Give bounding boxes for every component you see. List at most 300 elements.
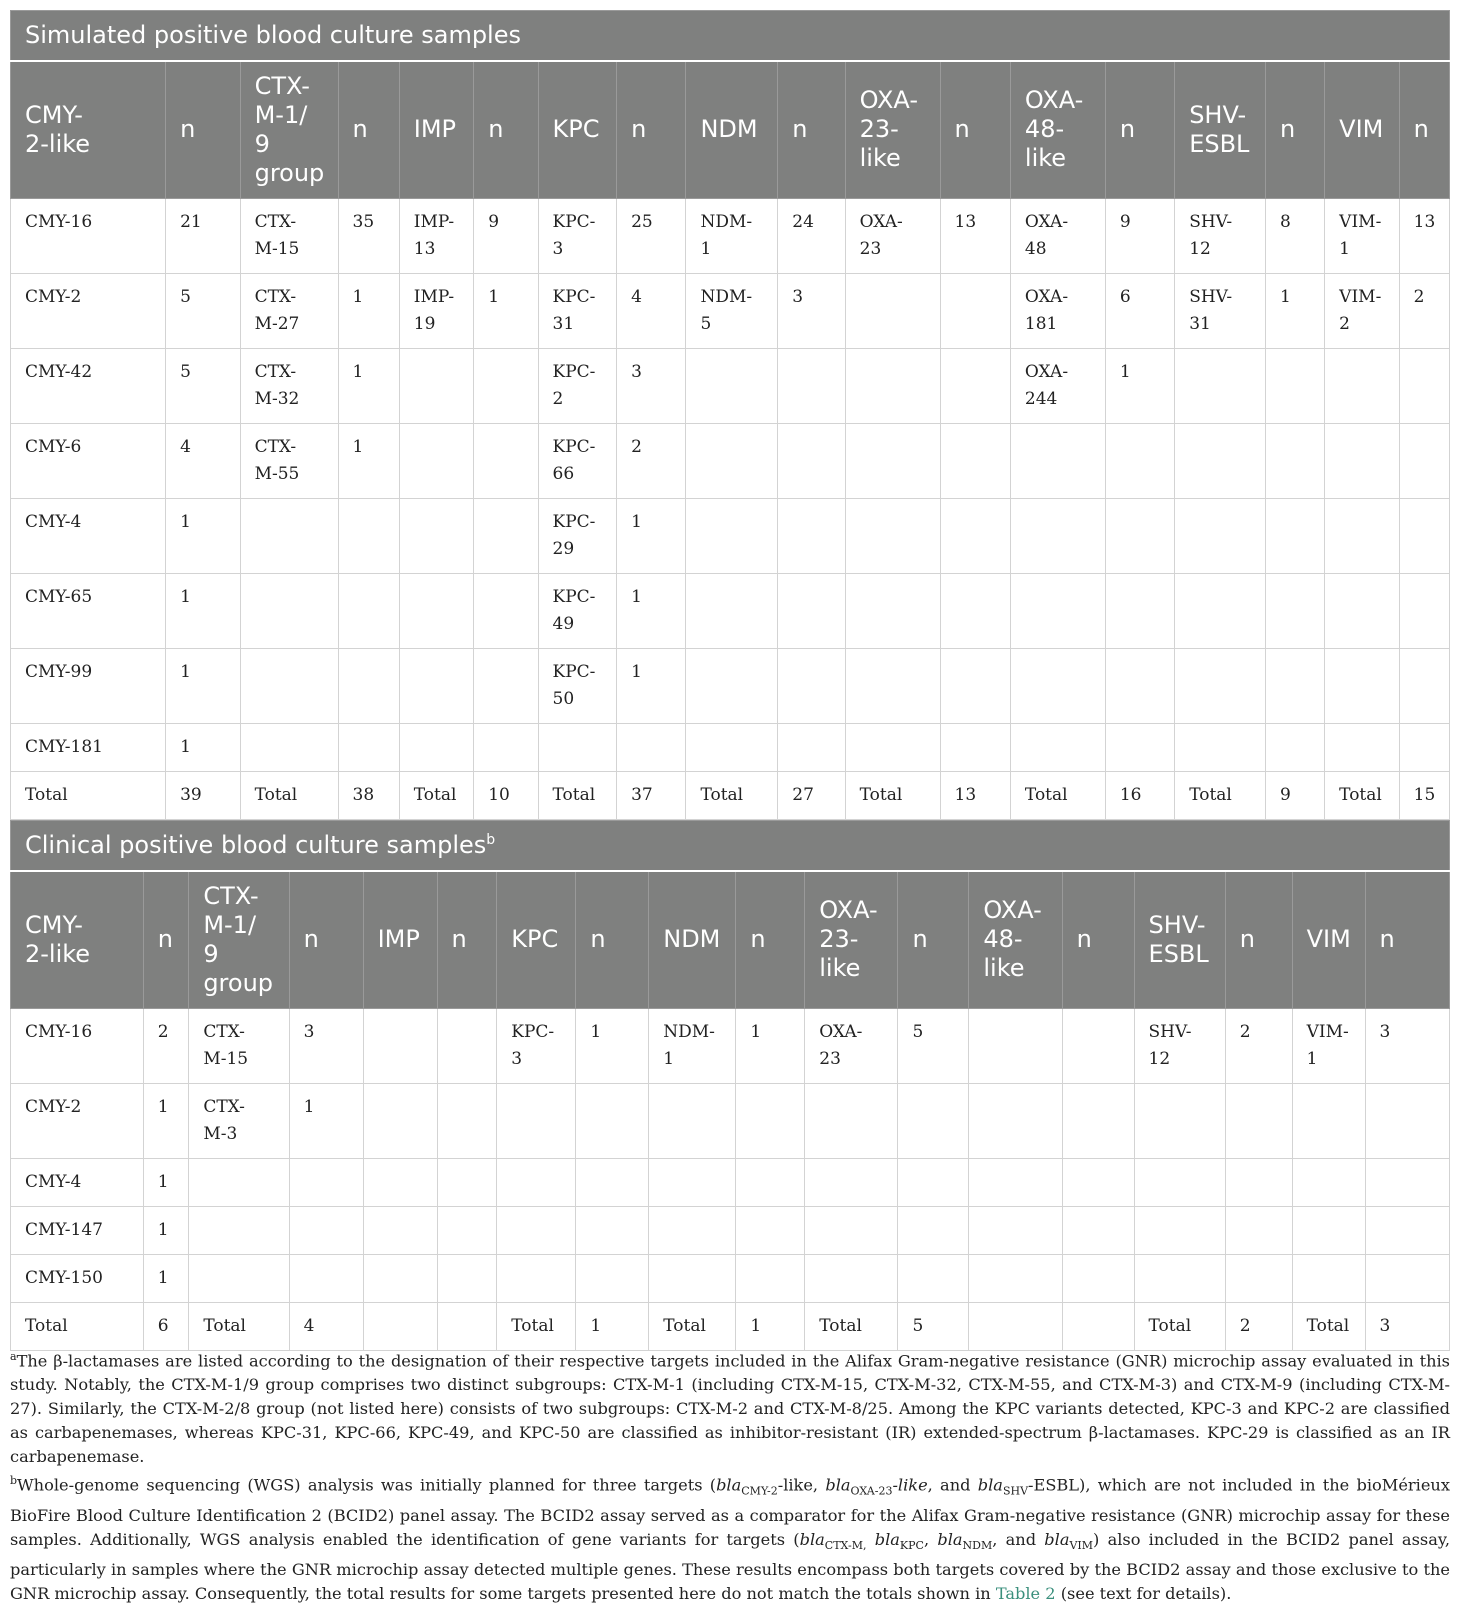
table-cell: 1 — [474, 274, 538, 349]
table-row — [11, 199, 1450, 274]
table-cell — [736, 1207, 805, 1255]
table-cell — [1225, 1207, 1292, 1255]
table-cell — [845, 649, 940, 724]
table-cell — [1292, 1084, 1365, 1159]
table-cell: 1 — [143, 1207, 189, 1255]
table-clinical — [10, 820, 1450, 1351]
table-cell — [1134, 1255, 1225, 1303]
gene-prefix: bla — [716, 1475, 742, 1495]
table-cell: 4 — [166, 424, 240, 499]
table-cell: KPC- 49 — [538, 574, 617, 649]
table-cell — [1399, 649, 1449, 724]
table-cell — [649, 1255, 736, 1303]
table-cell: CTX- M-15 — [189, 1009, 289, 1084]
column-header: n — [576, 871, 649, 1009]
table-cell — [969, 1009, 1062, 1084]
table-cell: 5 — [898, 1303, 969, 1351]
table-cell: 3 — [1365, 1303, 1449, 1351]
table-cell — [1062, 1084, 1134, 1159]
table-cell: 1 — [143, 1084, 189, 1159]
column-header: CMY- 2-like — [11, 871, 144, 1009]
table-cell: 1 — [617, 649, 686, 724]
footnote-text: -ESBL), which are not included in the bioMérieux BioFire Blood Culture Identification 2 (BCID2) panel assay. The BCID2 assay served as a comparator for the Alifax Gram-negative resistance (GNR) microchip assay for these samples. Additionally, WGS analysis enabled the identification of gene variants for targets ( — [10, 1475, 1450, 1550]
table-cell — [1134, 1159, 1225, 1207]
table-cell — [845, 499, 940, 574]
table-cell — [538, 724, 617, 772]
table-cell: 1 — [617, 499, 686, 574]
table-cell: 2 — [1225, 1009, 1292, 1084]
table-cell: KPC- 29 — [538, 499, 617, 574]
table-row — [11, 1303, 1450, 1351]
gene-prefix: bla — [874, 1530, 900, 1550]
table-cell — [437, 1159, 497, 1207]
table-cell: 5 — [166, 274, 240, 349]
column-header: IMP — [363, 871, 437, 1009]
table-cell: SHV- 31 — [1175, 274, 1266, 349]
table-cell — [1399, 499, 1449, 574]
table-cell — [474, 349, 538, 424]
footnote-text: -like — [892, 1475, 928, 1495]
table-cell: CTX- M-27 — [240, 274, 338, 349]
table-cell: 3 — [1365, 1009, 1449, 1084]
table-cell — [969, 1159, 1062, 1207]
table-cell — [686, 574, 778, 649]
table-cell — [437, 1255, 497, 1303]
table-cell: 16 — [1105, 772, 1174, 820]
table-cell: OXA- 181 — [1010, 274, 1105, 349]
table-cell — [1365, 1084, 1449, 1159]
footnote-marker: b — [10, 1474, 18, 1488]
table-2-link[interactable]: Table 2 — [995, 1584, 1056, 1604]
table-cell — [1399, 349, 1449, 424]
table-row — [11, 274, 1450, 349]
table-cell: Total — [1010, 772, 1105, 820]
table-cell: CTX- M-15 — [240, 199, 338, 274]
gene-subscript: CTX-M, — [824, 1539, 867, 1553]
table-cell — [1325, 424, 1399, 499]
table-cell — [1266, 649, 1325, 724]
table-cell: SHV- 12 — [1134, 1009, 1225, 1084]
table-cell — [1105, 724, 1174, 772]
table-cell: 9 — [474, 199, 538, 274]
table-cell — [686, 349, 778, 424]
table-cell — [969, 1084, 1062, 1159]
table-cell — [189, 1159, 289, 1207]
table-cell — [1266, 424, 1325, 499]
table-cell: 39 — [166, 772, 240, 820]
table-cell: NDM- 1 — [649, 1009, 736, 1084]
table-cell — [363, 1159, 437, 1207]
table-cell: CMY-150 — [11, 1255, 144, 1303]
table-cell: 1 — [338, 274, 399, 349]
table-cell — [1010, 424, 1105, 499]
column-header: CMY- 2-like — [11, 61, 166, 199]
table-cell: NDM- 5 — [686, 274, 778, 349]
table-cell — [1225, 1255, 1292, 1303]
table-cell — [576, 1207, 649, 1255]
table-cell — [1325, 649, 1399, 724]
table-cell — [940, 274, 1010, 349]
table-cell: 6 — [143, 1303, 189, 1351]
table-body-simulated — [11, 199, 1450, 820]
table-cell — [1292, 1159, 1365, 1207]
table-cell: 21 — [166, 199, 240, 274]
table-cell — [1010, 649, 1105, 724]
table-row — [11, 724, 1450, 772]
column-header: KPC — [497, 871, 576, 1009]
section-title-clinical — [11, 821, 1450, 871]
column-header: n — [898, 871, 969, 1009]
column-header: CTX- M-1/ 9 group — [240, 61, 338, 199]
table-cell: VIM- 1 — [1292, 1009, 1365, 1084]
table-cell — [940, 574, 1010, 649]
gene-subscript: NDM — [962, 1539, 993, 1553]
table-cell: CMY-6 — [11, 424, 166, 499]
table-cell — [240, 499, 338, 574]
table-cell — [805, 1255, 898, 1303]
table-cell: 9 — [1266, 772, 1325, 820]
table-cell: 1 — [166, 574, 240, 649]
table-cell — [1266, 574, 1325, 649]
table-cell — [1062, 1009, 1134, 1084]
table-cell: OXA- 48 — [1010, 199, 1105, 274]
table-cell — [1225, 1084, 1292, 1159]
table-cell — [289, 1159, 363, 1207]
table-cell — [940, 349, 1010, 424]
column-header: n — [736, 871, 805, 1009]
table-cell: 38 — [338, 772, 399, 820]
table-cell — [1266, 499, 1325, 574]
table-cell — [940, 424, 1010, 499]
table-cell — [845, 724, 940, 772]
footnote-text: Whole-genome sequencing (WGS) analysis was initially planned for three targets ( — [17, 1475, 717, 1495]
column-header: CTX- M-1/ 9 group — [189, 871, 289, 1009]
table-cell — [1399, 724, 1449, 772]
table-cell: 1 — [1266, 274, 1325, 349]
table-cell: KPC- 31 — [538, 274, 617, 349]
table-cell — [778, 349, 845, 424]
table-cell — [969, 1255, 1062, 1303]
footnotes — [10, 1345, 1450, 1606]
gene-subscript: OXA-23 — [850, 1485, 893, 1499]
table-cell — [649, 1159, 736, 1207]
gene-subscript: SHV — [1002, 1485, 1029, 1499]
column-header: n — [1105, 61, 1174, 199]
table-row — [11, 574, 1450, 649]
column-header: OXA- 48- like — [969, 871, 1062, 1009]
table-cell: Total — [686, 772, 778, 820]
column-header: n — [617, 61, 686, 199]
column-header: n — [1399, 61, 1449, 199]
table-cell — [778, 574, 845, 649]
table-cell: CMY-16 — [11, 1009, 144, 1084]
column-header: OXA- 48- like — [1010, 61, 1105, 199]
section-title-simulated: Simulated positive blood culture samples — [11, 11, 1450, 61]
table-cell — [399, 424, 473, 499]
table-cell — [576, 1159, 649, 1207]
gene-subscript: VIM — [1069, 1539, 1094, 1553]
table-cell — [474, 424, 538, 499]
table-cell — [363, 1084, 437, 1159]
table-cell — [898, 1159, 969, 1207]
table-cell — [649, 1207, 736, 1255]
table-cell — [437, 1009, 497, 1084]
table-cell: 3 — [778, 274, 845, 349]
table-cell: 2 — [1399, 274, 1449, 349]
column-header: n — [940, 61, 1010, 199]
footnote-text: , and — [992, 1530, 1045, 1550]
table-cell — [845, 424, 940, 499]
table-cell — [1365, 1255, 1449, 1303]
table-cell: 1 — [289, 1084, 363, 1159]
table-cell: 1 — [338, 424, 399, 499]
column-header: n — [289, 871, 363, 1009]
table-cell — [898, 1084, 969, 1159]
table-cell: Total — [189, 1303, 289, 1351]
column-header: n — [1225, 871, 1292, 1009]
table-cell — [289, 1255, 363, 1303]
table-cell — [399, 574, 473, 649]
table-cell: 35 — [338, 199, 399, 274]
table-cell: 1 — [143, 1255, 189, 1303]
table-row — [11, 1009, 1450, 1084]
table-cell: Total — [805, 1303, 898, 1351]
table-cell — [338, 724, 399, 772]
header-row — [11, 871, 1450, 1009]
table-cell: Total — [497, 1303, 576, 1351]
table-cell: SHV- 12 — [1175, 199, 1266, 274]
table-cell — [363, 1009, 437, 1084]
table-cell — [1266, 724, 1325, 772]
table-row — [11, 1207, 1450, 1255]
footnote-a — [10, 1345, 1450, 1469]
table-cell — [1105, 499, 1174, 574]
table-cell — [338, 499, 399, 574]
table-cell — [1175, 724, 1266, 772]
table-cell — [1399, 574, 1449, 649]
table-row — [11, 1084, 1450, 1159]
table-container — [10, 10, 1450, 1351]
table-cell: Total — [1325, 772, 1399, 820]
table-cell: Total — [11, 772, 166, 820]
table-cell: 8 — [1266, 199, 1325, 274]
table-cell — [1399, 424, 1449, 499]
table-cell — [805, 1084, 898, 1159]
table-cell — [437, 1303, 497, 1351]
footnote-b — [10, 1469, 1450, 1606]
table-cell — [1175, 649, 1266, 724]
gene-prefix: bla — [1044, 1530, 1070, 1550]
gene-subscript: KPC — [899, 1539, 924, 1553]
table-cell: Total — [399, 772, 473, 820]
table-row — [11, 424, 1450, 499]
column-header: n — [437, 871, 497, 1009]
table-cell — [1062, 1207, 1134, 1255]
table-cell — [1292, 1207, 1365, 1255]
table-cell: CMY-16 — [11, 199, 166, 274]
table-cell — [1365, 1159, 1449, 1207]
column-header: n — [778, 61, 845, 199]
table-cell: CMY-147 — [11, 1207, 144, 1255]
table-cell: 9 — [1105, 199, 1174, 274]
footnote-text: , — [923, 1530, 938, 1550]
table-cell: KPC- 2 — [538, 349, 617, 424]
table-cell — [1325, 574, 1399, 649]
table-cell — [778, 649, 845, 724]
table-cell: 37 — [617, 772, 686, 820]
table-cell: 5 — [898, 1009, 969, 1084]
table-cell — [437, 1207, 497, 1255]
table-cell: 1 — [338, 349, 399, 424]
table-cell: 1 — [166, 724, 240, 772]
table-cell: 1 — [736, 1303, 805, 1351]
table-cell — [240, 574, 338, 649]
column-header: OXA- 23- like — [805, 871, 898, 1009]
table-row — [11, 349, 1450, 424]
table-cell — [1010, 499, 1105, 574]
table-cell — [778, 724, 845, 772]
table-cell: 2 — [1225, 1303, 1292, 1351]
table-row — [11, 499, 1450, 574]
table-cell — [497, 1159, 576, 1207]
table-cell — [289, 1207, 363, 1255]
column-header: VIM — [1325, 61, 1399, 199]
table-cell — [736, 1255, 805, 1303]
table-cell — [1062, 1159, 1134, 1207]
table-cell — [1325, 499, 1399, 574]
table-cell — [399, 724, 473, 772]
footnote-a-text: The β-lactamases are listed according to the designation of their respective targets included in the Alifax Gram-negative resistance (GNR) microchip assay evaluated in this study. Notably, the CTX-M-1/9 group comprises two distinct subgroups: CTX-M-1 (including CTX-M-15, CTX-M-32, CTX-M-55, and CTX-M-3) and CTX-M-9 (including CTX-M-27). Similarly, the CTX-M-2/8 group (not listed here) consists of two subgroups: CTX-M-2 and CTX-M-8/25. Among the KPC variants detected, KPC-3 and KPC-2 are classified as carbapenemases, whereas KPC-31, KPC-66, KPC-49, and KPC-50 are classified as inhibitor-resistant (IR) extended-spectrum β-lactamases. KPC-29 is classified as an IR carbapenemase. — [10, 1351, 1450, 1467]
table-cell — [1175, 574, 1266, 649]
table-cell — [736, 1159, 805, 1207]
table-cell — [399, 649, 473, 724]
table-cell: CMY-65 — [11, 574, 166, 649]
table-cell: Total — [538, 772, 617, 820]
table-cell — [1134, 1207, 1225, 1255]
table-cell — [1105, 424, 1174, 499]
table-cell: 2 — [143, 1009, 189, 1084]
table-cell: KPC- 66 — [538, 424, 617, 499]
column-header: n — [1062, 871, 1134, 1009]
table-cell — [1225, 1159, 1292, 1207]
table-cell — [969, 1207, 1062, 1255]
table-cell — [940, 649, 1010, 724]
table-cell — [940, 724, 1010, 772]
table-cell: CMY-4 — [11, 1159, 144, 1207]
table-cell — [189, 1207, 289, 1255]
table-cell: 1 — [736, 1009, 805, 1084]
table-cell — [1062, 1255, 1134, 1303]
table-cell: CMY-2 — [11, 274, 166, 349]
table-cell — [686, 724, 778, 772]
table-cell: CTX- M-32 — [240, 349, 338, 424]
table-cell — [1062, 1303, 1134, 1351]
table-cell: 4 — [617, 274, 686, 349]
table-cell: CTX- M-3 — [189, 1084, 289, 1159]
section-title-clinical-text: Clinical positive blood culture samples — [25, 831, 487, 860]
table-cell — [240, 724, 338, 772]
table-cell — [363, 1303, 437, 1351]
table-cell — [363, 1207, 437, 1255]
table-row — [11, 1159, 1450, 1207]
table-cell: Total — [1292, 1303, 1365, 1351]
table-cell — [736, 1084, 805, 1159]
table-body-clinical — [11, 1009, 1450, 1351]
column-header: n — [1266, 61, 1325, 199]
table-row — [11, 772, 1450, 820]
table-cell: CMY-2 — [11, 1084, 144, 1159]
table-cell — [778, 499, 845, 574]
footnote-text: , and — [927, 1475, 978, 1495]
column-header: NDM — [649, 871, 736, 1009]
column-header: n — [338, 61, 399, 199]
table-cell — [1175, 424, 1266, 499]
table-cell — [363, 1255, 437, 1303]
table-cell — [576, 1255, 649, 1303]
table-cell: Total — [11, 1303, 144, 1351]
gene-prefix: bla — [799, 1530, 825, 1550]
column-header: OXA- 23- like — [845, 61, 940, 199]
table-cell — [338, 649, 399, 724]
table-cell: OXA- 244 — [1010, 349, 1105, 424]
table-cell — [805, 1159, 898, 1207]
table-cell — [1365, 1207, 1449, 1255]
gene-subscript: CMY-2 — [741, 1485, 778, 1499]
table-row — [11, 1255, 1450, 1303]
table-cell — [649, 1084, 736, 1159]
footnote-marker: a — [10, 1350, 17, 1363]
table-simulated — [10, 10, 1450, 820]
table-cell: 1 — [166, 649, 240, 724]
column-header: VIM — [1292, 871, 1365, 1009]
table-cell — [474, 574, 538, 649]
footnote-text: ) also included in the BCID2 panel assay, particularly in samples where the GNR microchip assay detected multiple genes. These results encompass both targets covered by the BCID2 assay and those exclusive to the GNR microchip assay. Consequently, the total results for some targets presented here do not match the totals shown in — [10, 1530, 1450, 1604]
table-cell — [1325, 724, 1399, 772]
table-cell — [1175, 349, 1266, 424]
gene-prefix: bla — [825, 1475, 851, 1495]
table-cell: VIM- 2 — [1325, 274, 1399, 349]
table-cell: 3 — [289, 1009, 363, 1084]
table-cell — [576, 1084, 649, 1159]
table-cell: 27 — [778, 772, 845, 820]
table-cell: 15 — [1399, 772, 1449, 820]
table-cell: CMY-42 — [11, 349, 166, 424]
table-cell — [399, 499, 473, 574]
column-header: n — [166, 61, 240, 199]
table-cell: Total — [649, 1303, 736, 1351]
column-header: SHV- ESBL — [1175, 61, 1266, 199]
table-cell — [399, 349, 473, 424]
table-cell — [1325, 349, 1399, 424]
header-row — [11, 61, 1450, 199]
table-cell — [845, 574, 940, 649]
table-cell: Total — [845, 772, 940, 820]
column-header: IMP — [399, 61, 473, 199]
column-header: SHV- ESBL — [1134, 871, 1225, 1009]
footnote-text: -like, — [777, 1475, 826, 1495]
column-header: NDM — [686, 61, 778, 199]
table-cell: 24 — [778, 199, 845, 274]
table-cell — [497, 1084, 576, 1159]
table-cell: CMY-181 — [11, 724, 166, 772]
table-cell: IMP- 13 — [399, 199, 473, 274]
table-cell: Total — [240, 772, 338, 820]
column-header: KPC — [538, 61, 617, 199]
table-cell — [686, 499, 778, 574]
table-cell: 1 — [617, 574, 686, 649]
table-cell — [1105, 574, 1174, 649]
table-cell: 1 — [143, 1159, 189, 1207]
